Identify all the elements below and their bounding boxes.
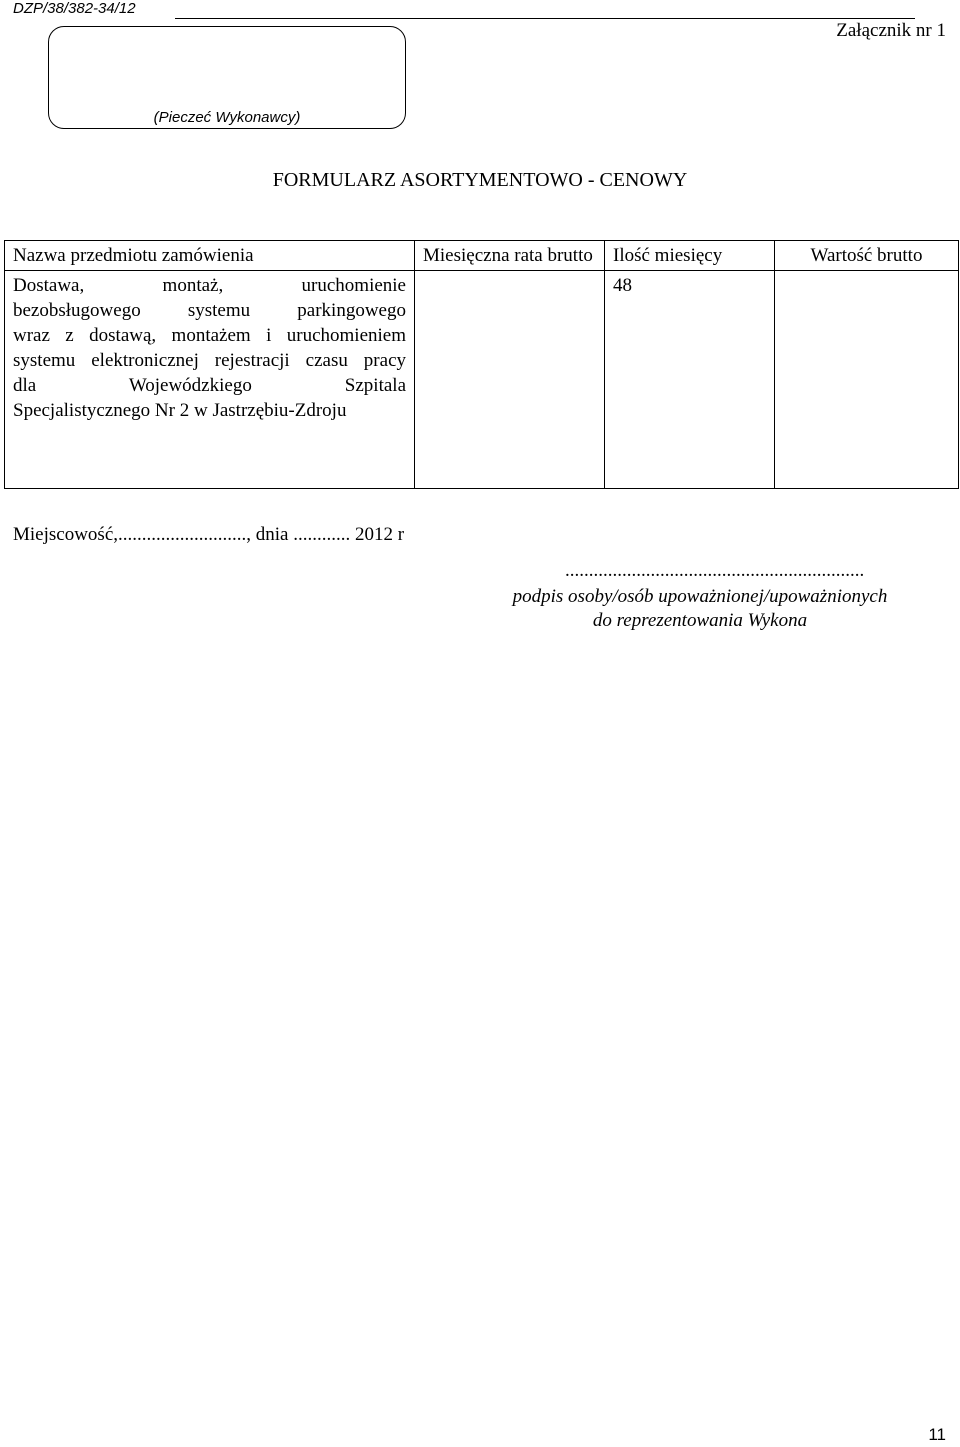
document-reference: DZP/38/382-34/12: [13, 0, 136, 17]
price-table: [4, 240, 959, 489]
gross-value-cell[interactable]: [775, 271, 959, 489]
item-description-cell: [5, 271, 415, 489]
attachment-label: Załącznik nr 1: [836, 20, 946, 41]
place-and-date-line: Miejscowość,..........................., dnia ............ 2012 r: [13, 524, 405, 545]
item-description-line: Dostawa, montaż, uruchomienie: [13, 275, 406, 296]
item-description-line: bezobsługowego systemu parkingowego: [13, 300, 406, 321]
item-description-line: Specjalistycznego Nr 2 w Jastrzębiu-Zdroju: [13, 400, 347, 421]
page-number: 11: [928, 1425, 946, 1444]
months-cell: 48: [605, 271, 775, 489]
monthly-rate-cell[interactable]: [415, 271, 605, 489]
form-title: FORMULARZ ASORTYMENTOWO - CENOWY: [272, 169, 688, 191]
header-rule: [175, 18, 915, 19]
header-item-name: Nazwa przedmiotu zamówienia: [5, 241, 415, 271]
table-row: [5, 271, 959, 489]
header-months: Ilość miesięcy: [605, 241, 775, 271]
contractor-stamp-box: [48, 26, 406, 129]
signature-caption-line: podpis osoby/osób upoważnionej/upoważnionych: [512, 586, 888, 607]
signature-dotted-line: ...............................................................: [565, 560, 865, 581]
stamp-label: (Pieczeć Wykonawcy): [153, 109, 301, 126]
item-description-line: dla Wojewódzkiego Szpitala: [13, 375, 406, 396]
header-monthly-rate: Miesięczna rata brutto: [415, 241, 605, 271]
header-gross-value: Wartość brutto: [775, 241, 959, 271]
table-header-row: [5, 241, 959, 271]
item-description-line: systemu elektronicznej rejestracji czasu pracy: [13, 350, 406, 371]
item-description-line: wraz z dostawą, montażem i uruchomieniem: [13, 325, 406, 346]
signature-caption-line: do reprezentowania Wykona: [592, 610, 808, 631]
signature-caption: [480, 585, 920, 633]
